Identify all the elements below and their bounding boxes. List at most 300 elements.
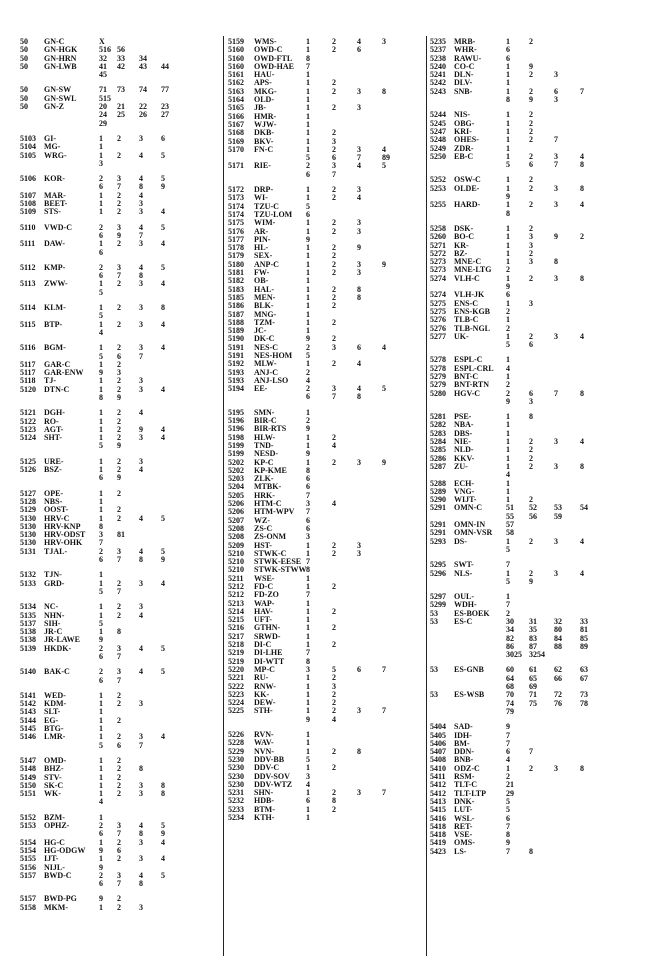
entry-value: 61 xyxy=(529,666,537,675)
entry-code: 5407 xyxy=(430,748,446,757)
entry-abbrev: KTH- xyxy=(254,814,275,823)
entry-abbrev: BIR-RTS xyxy=(254,425,287,434)
entry-value xyxy=(529,145,554,153)
entry-value: 4 xyxy=(382,343,386,352)
entry-abbrev: RIE- xyxy=(254,162,271,171)
entry-value: 1 xyxy=(99,756,103,765)
table-row xyxy=(430,308,645,316)
table-row xyxy=(430,145,645,153)
entry-value: 8 xyxy=(506,96,510,105)
entry-code: 5185 xyxy=(228,293,244,302)
entry-code: 5103 xyxy=(20,134,36,143)
entry-abbrev: GN-HGK xyxy=(44,46,78,55)
entry-abbrev: NLS- xyxy=(454,569,473,578)
entry-value xyxy=(529,210,554,218)
entry-code: 5126 xyxy=(20,466,36,475)
entry-value: 2 xyxy=(99,263,103,272)
entry-value xyxy=(580,291,602,299)
entry-code: 5299 xyxy=(430,601,446,610)
entry-value: 8 xyxy=(306,54,310,63)
entry-value xyxy=(332,277,357,285)
entry-value: 32 xyxy=(554,618,562,626)
entry-value: 6 xyxy=(306,516,310,525)
entry-abbrev: DI-C xyxy=(254,641,272,650)
entry-abbrev: FD-ZO xyxy=(254,591,279,600)
entry-value: 9 xyxy=(161,183,165,192)
entry-value: 8 xyxy=(580,764,584,773)
entry-value: 73 xyxy=(117,86,125,95)
entry-value xyxy=(529,593,554,601)
entry-value xyxy=(382,508,404,516)
entry-value: 8 xyxy=(306,657,310,666)
entry-value xyxy=(332,483,357,491)
entry-abbrev xyxy=(44,272,99,280)
entry-value: 3 xyxy=(139,377,143,386)
entry-value: 7 xyxy=(554,389,558,398)
entry-abbrev: HDB- xyxy=(254,797,274,806)
entry-value xyxy=(139,394,161,402)
entry-value: 1 xyxy=(99,781,103,790)
table-row xyxy=(228,409,423,417)
entry-code: 5260 xyxy=(430,233,446,242)
entry-value: 4 xyxy=(506,471,510,480)
entry-value xyxy=(529,601,554,609)
table-row xyxy=(228,624,423,632)
entry-value xyxy=(554,773,580,781)
entry-value: 4 xyxy=(139,466,143,475)
entry-value: 3 xyxy=(139,200,143,209)
entry-value: 1 xyxy=(306,104,310,113)
entry-code: 5213 xyxy=(228,599,244,608)
table-row xyxy=(430,529,645,537)
entry-value xyxy=(117,798,139,806)
entry-abbrev: BAK-C xyxy=(44,668,70,677)
entry-value: 7 xyxy=(529,748,533,757)
entry-value xyxy=(554,291,580,299)
table-row xyxy=(430,806,645,814)
entry-value: 1 xyxy=(306,277,310,286)
entry-value: 1 xyxy=(99,903,103,912)
entry-value: 1 xyxy=(306,739,310,748)
entry-code: 5219 xyxy=(228,649,244,658)
table-row xyxy=(430,570,645,578)
entry-abbrev: WDH- xyxy=(454,601,477,610)
entry-value xyxy=(161,361,183,369)
entry-abbrev: DLV- xyxy=(454,79,473,88)
entry-abbrev xyxy=(44,353,99,361)
entry-value: 1 xyxy=(306,310,310,319)
entry-abbrev: DS- xyxy=(454,537,467,546)
entry-value xyxy=(117,725,139,733)
entry-code xyxy=(430,708,454,716)
entry-value xyxy=(161,95,183,103)
entry-code: 5290 xyxy=(430,496,446,505)
entry-value: 2 xyxy=(99,871,103,880)
entry-code: 5165 xyxy=(228,104,244,113)
entry-value xyxy=(161,692,183,700)
entry-value xyxy=(554,723,580,731)
entry-value xyxy=(357,731,382,739)
entry-value: 2 xyxy=(506,389,510,398)
entry-abbrev: MAR- xyxy=(44,191,66,200)
entry-value xyxy=(357,113,382,121)
entry-value: 1 xyxy=(99,838,103,847)
entry-value: 6 xyxy=(529,341,533,350)
entry-value: 9 xyxy=(382,458,386,467)
entry-code: 5244 xyxy=(430,111,446,120)
entry-value: 2 xyxy=(529,87,533,96)
entry-value xyxy=(357,781,382,789)
entry-value xyxy=(117,249,139,257)
table-row xyxy=(430,610,645,618)
entry-abbrev xyxy=(44,474,99,482)
entry-value: 2 xyxy=(117,756,121,765)
entry-code: 5291 xyxy=(430,521,446,530)
entry-value xyxy=(357,683,382,691)
entry-value: 7 xyxy=(332,393,336,402)
entry-value: 3 xyxy=(554,184,558,193)
entry-value xyxy=(580,176,602,184)
entry-value: 9 xyxy=(99,895,103,904)
entry-abbrev: KKV- xyxy=(454,454,475,463)
table-row xyxy=(20,872,220,880)
entry-abbrev: WJW- xyxy=(254,120,277,129)
table-row xyxy=(430,488,645,496)
entry-value xyxy=(139,361,161,369)
table-row xyxy=(20,668,220,676)
table-row xyxy=(228,219,423,227)
entry-code xyxy=(20,588,44,596)
entry-value: 6 xyxy=(306,393,310,402)
entry-abbrev: STS- xyxy=(44,208,61,217)
entry-value: 71 xyxy=(529,691,537,700)
entry-value: 8 xyxy=(506,209,510,218)
entry-value xyxy=(332,467,357,475)
entry-value xyxy=(554,55,580,63)
entry-value xyxy=(139,474,161,482)
entry-value: 44 xyxy=(161,62,169,71)
entry-code: 5107 xyxy=(20,191,36,200)
entry-code: 5412 xyxy=(430,789,446,798)
entry-code: 5127 xyxy=(20,489,36,498)
entry-value: 6 xyxy=(506,291,510,300)
entry-abbrev: ZU- xyxy=(454,462,468,471)
entry-value: 1 xyxy=(306,87,310,96)
column-1 xyxy=(20,38,220,912)
entry-value xyxy=(529,773,554,781)
table-row xyxy=(228,335,423,343)
entry-value xyxy=(580,455,602,463)
entry-value xyxy=(580,365,602,373)
entry-value: 5 xyxy=(506,545,510,554)
entry-value: 7 xyxy=(506,847,510,856)
entry-value xyxy=(382,731,404,739)
entry-value: 1 xyxy=(306,747,310,756)
entry-abbrev: DI-WTT xyxy=(254,657,285,666)
entry-value: 3 xyxy=(554,462,558,471)
entry-code: 5108 xyxy=(20,200,36,209)
entry-value: 2 xyxy=(529,446,533,455)
entry-abbrev: NIE- xyxy=(454,438,471,447)
entry-value: 2 xyxy=(306,368,310,377)
entry-value xyxy=(332,756,357,764)
entry-value: 2 xyxy=(529,332,533,341)
entry-value: 30 xyxy=(506,618,514,626)
entry-value xyxy=(382,71,404,79)
entry-value xyxy=(554,176,580,184)
table-row xyxy=(430,683,645,691)
table-row xyxy=(430,463,645,471)
entry-value xyxy=(161,329,183,337)
table-row xyxy=(228,88,423,96)
table-row xyxy=(20,55,220,63)
entry-value: 5 xyxy=(99,352,103,361)
entry-value xyxy=(554,300,580,308)
entry-code: 5278 xyxy=(430,364,446,373)
entry-value xyxy=(382,691,404,699)
entry-value: 2 xyxy=(117,200,121,209)
entry-value xyxy=(554,225,580,233)
entry-abbrev: MG- xyxy=(44,143,61,152)
entry-value xyxy=(554,798,580,806)
table-row xyxy=(228,483,423,491)
entry-abbrev: AGT- xyxy=(44,425,64,434)
entry-value xyxy=(554,790,580,798)
entry-value: 9 xyxy=(357,244,361,253)
table-row xyxy=(20,442,220,450)
entry-value: 1 xyxy=(506,127,510,136)
entry-value: 3 xyxy=(529,299,533,308)
entry-value xyxy=(139,717,161,725)
entry-value xyxy=(161,442,183,450)
entry-value xyxy=(357,608,382,616)
entry-value xyxy=(554,250,580,258)
table-row xyxy=(20,822,220,830)
entry-abbrev: HMR- xyxy=(254,112,277,121)
entry-value xyxy=(580,356,602,364)
entry-value xyxy=(382,79,404,87)
entry-value: 59 xyxy=(554,512,562,521)
entry-value xyxy=(554,145,580,153)
entry-value: 1 xyxy=(306,360,310,369)
entry-value: 2 xyxy=(117,733,121,742)
entry-code: 5193 xyxy=(228,368,244,377)
entry-value xyxy=(117,143,139,151)
entry-value xyxy=(139,774,161,782)
entry-abbrev: DDV-C xyxy=(254,764,280,773)
entry-value xyxy=(139,38,161,46)
entry-value: 4 xyxy=(161,240,165,249)
entry-value: 1 xyxy=(506,136,510,145)
entry-abbrev: ODZ-C xyxy=(454,764,480,773)
entry-value xyxy=(382,277,404,285)
entry-value xyxy=(382,558,404,566)
entry-value xyxy=(382,335,404,343)
entry-abbrev: NBS- xyxy=(44,497,63,506)
entry-code: 5113 xyxy=(20,280,36,289)
entry-value xyxy=(161,588,183,596)
table-row xyxy=(20,506,220,514)
entry-value xyxy=(382,542,404,550)
entry-value: 7 xyxy=(382,665,386,674)
entry-value: 4 xyxy=(139,263,143,272)
entry-code: 5135 xyxy=(20,611,36,620)
table-row xyxy=(430,578,645,586)
entry-code: 5204 xyxy=(228,483,244,492)
entry-value: 4 xyxy=(139,151,143,160)
entry-abbrev xyxy=(254,154,306,162)
entry-code xyxy=(430,398,454,406)
entry-abbrev: WSL- xyxy=(454,814,475,823)
entry-value: 45 xyxy=(99,71,107,80)
entry-value: 6 xyxy=(99,248,103,257)
entry-value xyxy=(382,434,404,442)
entry-value xyxy=(139,249,161,257)
entry-value xyxy=(357,500,382,508)
entry-abbrev: LMR- xyxy=(44,733,66,742)
entry-value xyxy=(382,699,404,707)
entry-value xyxy=(161,757,183,765)
table-row xyxy=(20,847,220,855)
entry-value: 8 xyxy=(580,274,584,283)
entry-value: 5 xyxy=(506,806,510,815)
entry-value xyxy=(139,653,161,661)
entry-value: 2 xyxy=(529,438,533,447)
entry-value: 56 xyxy=(117,46,125,55)
entry-value: 86 xyxy=(506,642,514,651)
entry-abbrev xyxy=(454,626,506,634)
entry-value xyxy=(117,814,139,822)
entry-code: 5276 xyxy=(430,324,446,333)
entry-value: 2 xyxy=(332,641,336,650)
entry-abbrev: HTM-WPV xyxy=(254,508,295,517)
entry-value xyxy=(357,311,382,319)
entry-abbrev: SHT- xyxy=(44,434,62,443)
table-row xyxy=(228,533,423,541)
entry-abbrev: LS- xyxy=(454,847,467,856)
entry-value xyxy=(382,649,404,657)
entry-value: 4 xyxy=(357,385,361,394)
entry-value xyxy=(161,120,183,128)
entry-code: 5419 xyxy=(430,839,446,848)
entry-value: 1 xyxy=(99,603,103,612)
entry-code xyxy=(20,742,44,750)
entry-value xyxy=(554,823,580,831)
table-row xyxy=(228,691,423,699)
table-row xyxy=(430,666,645,674)
entry-value xyxy=(161,653,183,661)
entry-code: 5178 xyxy=(228,244,244,253)
entry-value xyxy=(554,381,580,389)
entry-abbrev: GN-SWL xyxy=(44,94,77,103)
table-row xyxy=(228,236,423,244)
entry-value: 1 xyxy=(506,111,510,120)
entry-value xyxy=(554,38,580,46)
entry-abbrev: ZWW- xyxy=(44,280,68,289)
entry-value xyxy=(139,725,161,733)
entry-abbrev xyxy=(44,830,99,838)
entry-value: 1 xyxy=(99,790,103,799)
table-row xyxy=(228,138,423,146)
entry-value: 1 xyxy=(99,725,103,734)
entry-value: 6 xyxy=(99,830,103,839)
entry-value xyxy=(529,610,554,618)
entry-value: 2 xyxy=(529,496,533,505)
entry-abbrev: WAP- xyxy=(254,599,275,608)
table-row xyxy=(430,593,645,601)
entry-value: 1 xyxy=(506,176,510,185)
entry-value: 4 xyxy=(161,320,165,329)
entry-value xyxy=(332,533,357,541)
entry-value xyxy=(139,46,161,54)
entry-value xyxy=(554,341,580,349)
entry-abbrev: BM- xyxy=(454,739,470,748)
entry-code: 5253 xyxy=(430,184,446,193)
entry-code: 5117 xyxy=(20,369,36,378)
table-row xyxy=(20,38,220,46)
table-row xyxy=(20,458,220,466)
entry-value: 3 xyxy=(99,531,103,540)
entry-value xyxy=(357,277,382,285)
entry-code xyxy=(228,154,254,162)
entry-code: 5160 xyxy=(228,46,244,55)
table-row xyxy=(228,658,423,666)
entry-value: 9 xyxy=(161,830,165,839)
entry-value xyxy=(382,764,404,772)
entry-value xyxy=(332,409,357,417)
entry-value xyxy=(357,302,382,310)
entry-value: 3 xyxy=(554,152,558,161)
entry-abbrev: TJAL- xyxy=(44,547,68,556)
entry-abbrev: OMN-C xyxy=(454,504,482,513)
entry-value: 1 xyxy=(99,208,103,217)
entry-abbrev: BTP- xyxy=(44,320,63,329)
entry-value xyxy=(554,266,580,274)
entry-value xyxy=(529,421,554,429)
entry-abbrev: DNK- xyxy=(454,797,475,806)
entry-value xyxy=(580,430,602,438)
entry-code: 53 xyxy=(430,618,438,626)
entry-value: 7 xyxy=(99,539,103,548)
entry-abbrev: DK-C xyxy=(254,335,275,344)
entry-value: 2 xyxy=(117,457,121,466)
table-row xyxy=(228,764,423,772)
entry-abbrev: BGM- xyxy=(44,344,66,353)
entry-code: 50 xyxy=(20,46,28,55)
entry-value: 4 xyxy=(306,780,310,789)
entry-value: 3 xyxy=(306,500,310,509)
entry-abbrev: AR- xyxy=(254,227,269,236)
entry-abbrev: TZU-C xyxy=(254,202,279,211)
entry-value xyxy=(161,506,183,514)
entry-code xyxy=(430,643,454,651)
entry-value: 3 xyxy=(554,71,558,80)
entry-value: 8 xyxy=(506,831,510,840)
table-row xyxy=(228,814,423,822)
entry-value: 68 xyxy=(506,683,514,692)
entry-abbrev xyxy=(44,71,99,79)
entry-abbrev: HAL- xyxy=(254,285,274,294)
entry-value: 2 xyxy=(306,385,310,394)
entry-value xyxy=(117,539,139,547)
entry-value xyxy=(332,731,357,739)
entry-value xyxy=(382,96,404,104)
entry-value xyxy=(382,475,404,483)
entry-value: 9 xyxy=(306,425,310,434)
entry-value xyxy=(161,864,183,872)
entry-code: 5279 xyxy=(430,372,446,381)
entry-value: 1 xyxy=(99,417,103,426)
